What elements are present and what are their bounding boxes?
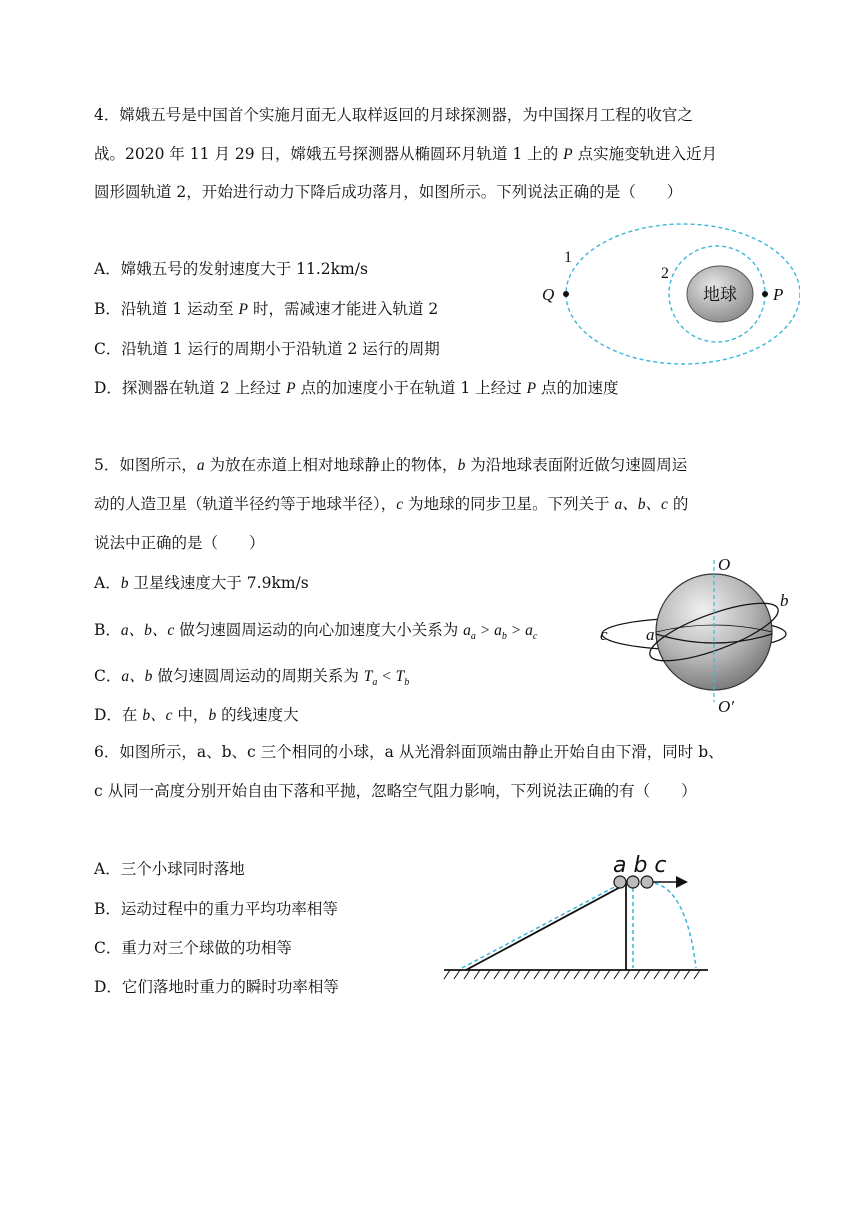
label-q: Q xyxy=(542,285,555,304)
label-o: O xyxy=(718,555,731,574)
q6-option-b: B．运动过程中的重力平均功率相等 xyxy=(94,900,338,918)
q4-option-b: B．沿轨道 1 运动至 P 时，需减速才能进入轨道 2 xyxy=(94,300,439,318)
q6-ramp-figure xyxy=(440,848,720,988)
q5-stem-line-2: 动的人造卫星（轨道半径约等于地球半径），c 为地球的同步卫星。下列关于 a、b、c 的 xyxy=(94,495,689,513)
ball-labels: a b c xyxy=(613,853,667,878)
velocity-arrowhead xyxy=(676,876,688,888)
q5-option-b: B．a、b、c 做匀速圆周运动的向心加速度大小关系为 $a_a > a_b > a_c$ xyxy=(94,621,538,643)
earth-label: 地球 xyxy=(703,285,737,305)
point-p xyxy=(762,291,768,297)
q6-option-a: A．三个小球同时落地 xyxy=(94,860,245,878)
q5-earth-figure xyxy=(594,552,804,722)
label-b: b xyxy=(780,591,789,610)
label-o-prime: O′ xyxy=(718,697,734,716)
q5-option-c: C．a、b 做匀速圆周运动的周期关系为 $T_a < T_b$ xyxy=(94,667,410,689)
projectile-path-c xyxy=(648,882,696,968)
label-p: P xyxy=(773,285,784,304)
q6-stem-line-2: c 从同一高度分别开始自由下落和平抛，忽略空气阻力影响，下列说法正确的有（ ） xyxy=(94,782,697,800)
incline-surface xyxy=(466,884,626,970)
q6-option-c: C．重力对三个球做的功相等 xyxy=(94,939,292,957)
q4-stem-line-1: 4．嫦娥五号是中国首个实施月面无人取样返回的月球探测器，为中国探月工程的收官之 xyxy=(94,106,693,124)
label-orbit-1: 1 xyxy=(564,249,572,266)
point-q xyxy=(563,291,569,297)
q4-stem-line-3: 圆形圆轨道 2，开始进行动力下降后成功落月，如图所示。下列说法正确的是（ ） xyxy=(94,183,683,201)
q5-option-a: A．b 卫星线速度大于 7.9km/s xyxy=(94,574,309,592)
ground-hatching xyxy=(444,970,700,979)
label-a: a xyxy=(646,625,655,644)
label-orbit-2: 2 xyxy=(661,265,669,282)
q6-option-d: D．它们落地时重力的瞬时功率相等 xyxy=(94,978,339,996)
q6-stem-line-1: 6．如图所示，a、b、c 三个相同的小球，a 从光滑斜面顶端由静止开始自由下滑，同时 b、 xyxy=(94,743,724,761)
q4-option-a: A．嫦娥五号的发射速度大于 11.2km/s xyxy=(94,260,368,278)
q5-stem-line-1: 5．如图所示，a 为放在赤道上相对地球静止的物体，b 为沿地球表面附近做匀速圆周运 xyxy=(94,456,688,474)
q4-option-c: C．沿轨道 1 运行的周期小于沿轨道 2 运行的周期 xyxy=(94,340,440,358)
slide-path-a xyxy=(462,884,620,968)
q5-stem-line-3: 说法中正确的是（ ） xyxy=(94,534,265,552)
q4-stem-line-2: 战。2020 年 11 月 29 日，嫦娥五号探测器从椭圆环月轨道 1 上的 P 点实施变轨进入近月 xyxy=(94,145,718,163)
q5-option-d: D．在 b、c 中，b 的线速度大 xyxy=(94,706,299,724)
q4-orbit-figure xyxy=(530,220,800,370)
label-c: c xyxy=(600,625,608,644)
q4-option-d: D．探测器在轨道 2 上经过 P 点的加速度小于在轨道 1 上经过 P 点的加速度 xyxy=(94,379,619,397)
